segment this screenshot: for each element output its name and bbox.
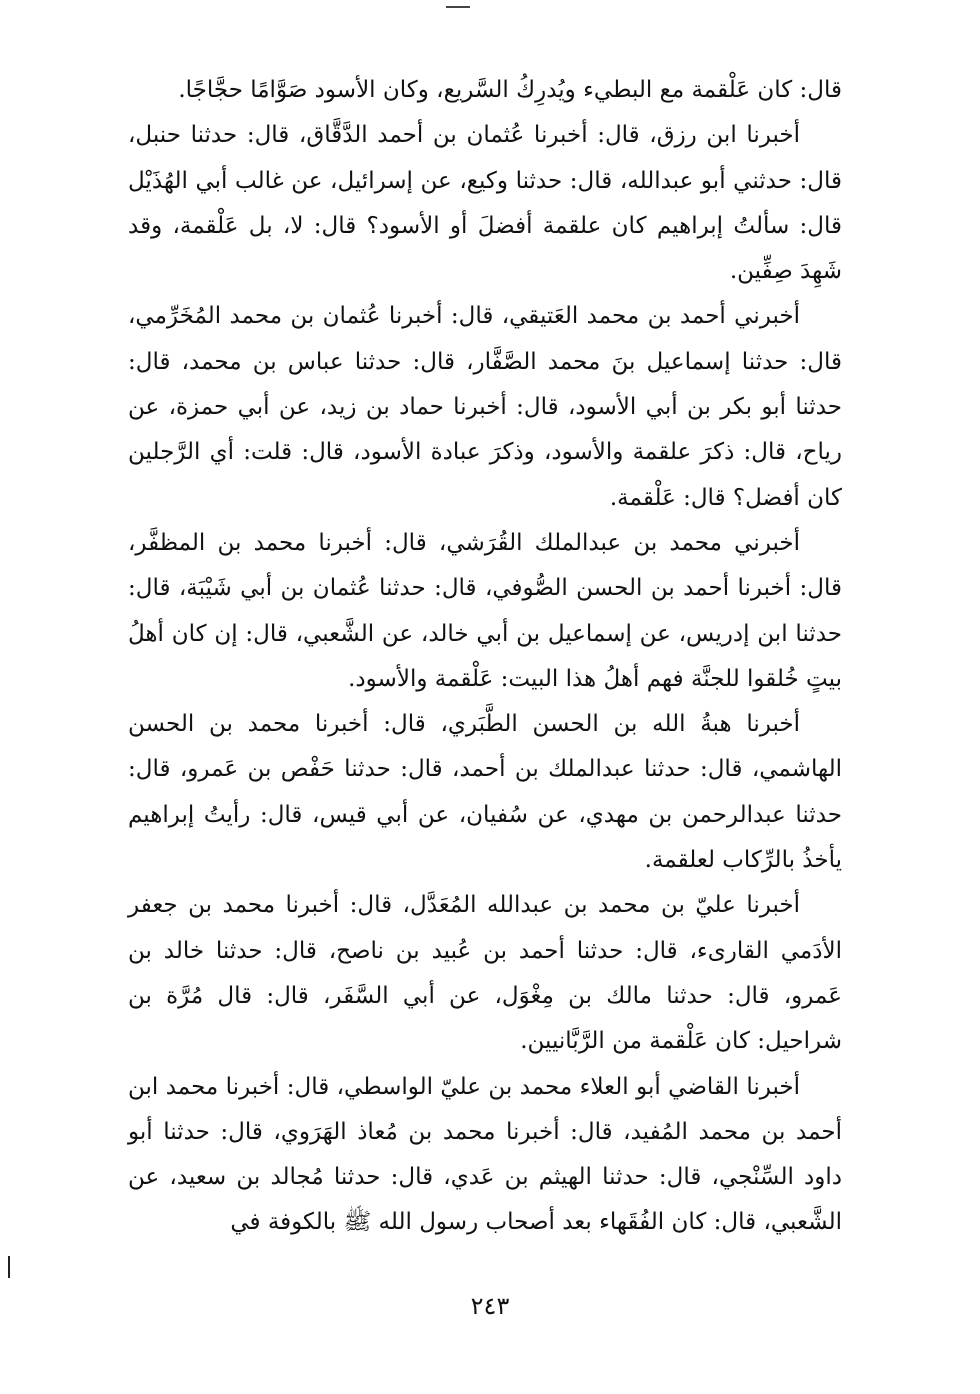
paragraph-5: أخبرنا هبةُ الله بن الحسن الطَّبَري، قال: أخبرنا محمد بن الحسن الهاشمي، قال: حدثنا عبدالملك بن أحمد، قال: حدثنا حَفْص بن عَمرو، قال: حدثنا عبدالرحمن بن مهدي، عن سُفيان، عن أبي قيس، قال: رأيتُ إبراهيم يأخذُ بالرِّكاب لعلقمة. (128, 711, 842, 874)
page-body-text (128, 68, 842, 1246)
margin-tick-mark (8, 1256, 10, 1278)
page-number: ٢٤٣ (470, 1292, 510, 1320)
top-edge-mark (446, 6, 470, 8)
paragraph-7: أخبرنا القاضي أبو العلاء محمد بن عليّ الواسطي، قال: أخبرنا محمد ابن أحمد بن محمد المُفيد، قال: أخبرنا محمد بن مُعاذ الهَرَوي، قال: حدثنا أبو داود السِّنْجي، قال: حدثنا الهيثم بن عَدي، قال: حدثنا مُجالد بن سعيد، عن الشَّعبي، قال: كان الفُقَهاء بعد أصحاب رسول الله ﷺ بالكوفة في (128, 1073, 842, 1236)
paragraph-1: قال: كان عَلْقمة مع البطيء ويُدرِكُ السَّريع، وكان الأسود صَوَّامًا حجَّاجًا. (178, 77, 842, 103)
paragraph-6: أخبرنا عليّ بن محمد بن عبدالله المُعَدَّل، قال: أخبرنا محمد بن جعفر الأدَمي القارىء، قال: حدثنا أحمد بن عُبيد بن ناصح، قال: حدثنا خالد بن عَمرو، قال: حدثنا مالك بن مِغْوَل، عن أبي السَّفَر، قال: قال مُرَّة بن شراحيل: كان عَلْقمة من الرَّبَّانيين. (128, 892, 842, 1055)
paragraph-3: أخبرني أحمد بن محمد العَتيقي، قال: أخبرنا عُثمان بن محمد المُخَرِّمي، قال: حدثنا إسماعيل بنَ محمد الصَّفَّار، قال: حدثنا عباس بن محمد، قال: حدثنا أبو بكر بن أبي الأسود، قال: أخبرنا حماد بن زيد، عن أبي حمزة، عن رياح، قال: ذكرَ علقمة والأسود، وذكرَ عبادة الأسود، قال: قلت: أي الرَّجلين كان أفضل؟ قال: عَلْقمة. (128, 303, 842, 511)
paragraph-2: أخبرنا ابن رزق، قال: أخبرنا عُثمان بن أحمد الدَّقَّاق، قال: حدثنا حنبل، قال: حدثني أبو عبدالله، قال: حدثنا وكيع، عن إسرائيل، عن غالب أبي الهُذَيْل قال: سألتُ إبراهيم كان علقمة أفضلَ أو الأسود؟ قال: لا، بل عَلْقمة، وقد شَهِدَ صِفِّين. (128, 122, 842, 285)
paragraph-4: أخبرني محمد بن عبدالملك القُرَشي، قال: أخبرنا محمد بن المظفَّر، قال: أخبرنا أحمد بن الحسن الصُّوفي، قال: حدثنا عُثمان بن أبي شَيْبَة، قال: حدثنا ابن إدريس، عن إسماعيل بن أبي خالد، عن الشَّعبي، قال: إن كان أهلُ بيتٍ خُلقوا للجنَّة فهم أهلُ هذا البيت: عَلْقمة والأسود. (128, 529, 842, 692)
